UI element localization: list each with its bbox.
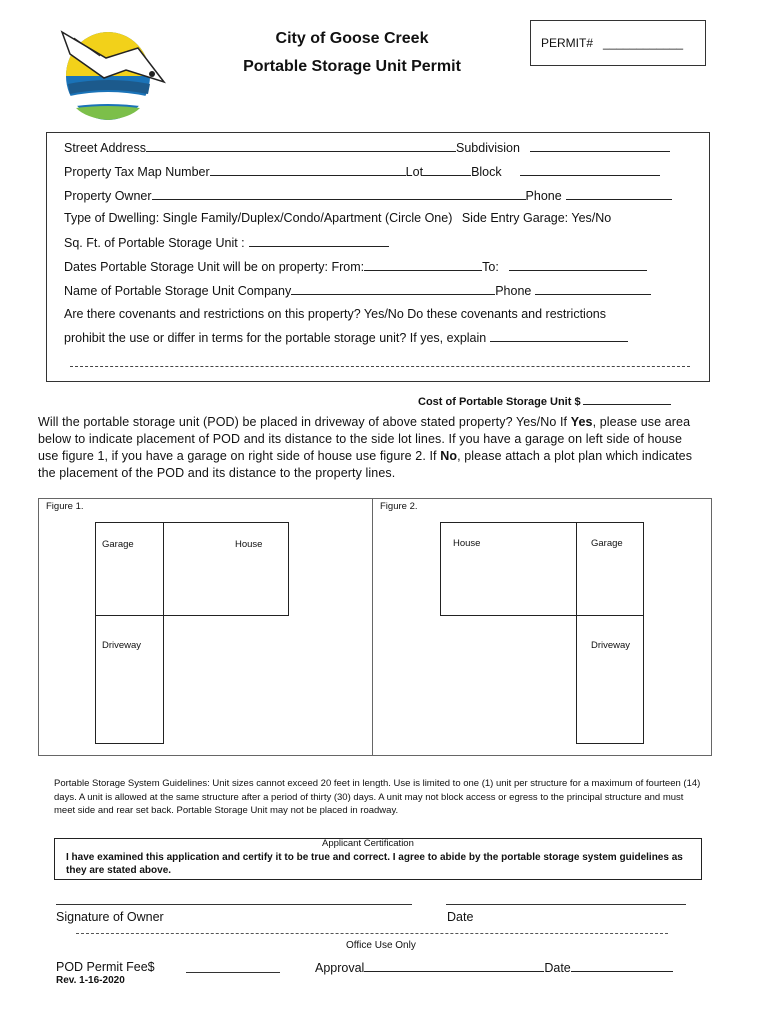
company-phone-label: Phone [495, 284, 532, 298]
figure2-label: Figure 2. [380, 501, 418, 512]
street-address-label: Street Address [64, 141, 146, 155]
signature-line[interactable] [56, 904, 412, 905]
tax-map-label: Property Tax Map Number [64, 165, 210, 179]
figure1-house[interactable] [163, 522, 289, 616]
prohibit-row[interactable] [64, 330, 628, 345]
figure2-house-label: House [453, 538, 481, 549]
approval-label: Approval [315, 961, 365, 975]
instructions-part1: Will the portable storage unit (POD) be placed in driveway of above stated property? Yes/No If [38, 415, 571, 429]
figure2-house[interactable] [440, 522, 577, 616]
explain-line[interactable] [70, 366, 690, 367]
company-label: Name of Portable Storage Unit Company [64, 284, 292, 298]
side-entry-label: Side Entry Garage: Yes/No [461, 211, 612, 225]
instructions-yes: Yes [570, 415, 593, 429]
figure2-garage-label: Garage [591, 538, 623, 549]
date-line[interactable] [446, 904, 686, 905]
figures-divider [372, 498, 373, 756]
dates-from-label: Dates Portable Storage Unit will be on property: From: [64, 260, 365, 274]
instructions-no: No [440, 449, 458, 463]
owner-label: Property Owner [64, 189, 152, 203]
form-title: Portable Storage Unit Permit [243, 58, 461, 75]
figure2-driveway-label: Driveway [591, 640, 631, 651]
city-logo [60, 24, 168, 124]
figure1-driveway[interactable] [95, 615, 164, 744]
office-date-label: Date [544, 961, 571, 975]
permit-fee-label: POD Permit Fee$ [56, 960, 155, 974]
certification-title: Applicant Certification [322, 838, 414, 849]
figure1-driveway-label: Driveway [102, 640, 142, 651]
prohibit-label: prohibit the use or differ in terms for the portable storage unit? If yes, explain [64, 331, 487, 345]
permit-blank: ____________ [603, 36, 684, 50]
approval-row[interactable] [315, 960, 673, 975]
storage-guidelines: Portable Storage System Guidelines: Unit sizes cannot exceed 20 feet in length. Use is limited to one (1) unit per structure for a maximum of fourteen (14) days. A unit is allowed at the same structure after a period of thirty (30) days. A unit may not block access or egress to the principal structure and must meet side and rear set back. Portable Storage Unit may not be placed in roadway. [54, 778, 701, 816]
signature-label: Signature of Owner [56, 910, 164, 924]
revision-label: Rev. 1-16-2020 [56, 975, 125, 986]
dwelling-label: Type of Dwelling: Single Family/Duplex/Condo/Apartment (Circle One) [64, 211, 453, 225]
tax-map-row[interactable] [64, 164, 660, 179]
cost-row[interactable] [418, 394, 671, 408]
dwelling-row[interactable] [64, 211, 611, 225]
figure1-label: Figure 1. [46, 501, 84, 512]
street-address-row[interactable] [64, 140, 670, 155]
figure1-garage-label: Garage [102, 539, 134, 550]
instructions-part2: , please use area below to indicate placement of POD and its distance to the side lot lines. If you have a garage on left side of house use figure 1, if you have a garage on right side of house use figure 2. If [38, 415, 691, 463]
figure2-garage[interactable] [576, 522, 644, 616]
dates-to-label: To: [482, 260, 499, 274]
figure2-driveway[interactable] [576, 615, 644, 744]
office-divider [76, 933, 668, 934]
permit-number-box[interactable] [530, 20, 706, 66]
pod-instructions [38, 414, 706, 482]
figure1-garage[interactable] [95, 522, 164, 616]
permit-label: PERMIT# [541, 36, 594, 50]
sqft-row[interactable] [64, 235, 389, 250]
subdivision-label: Subdivision [456, 141, 520, 155]
permit-fee-line[interactable] [186, 972, 280, 973]
owner-row[interactable] [64, 188, 672, 203]
dates-row[interactable] [64, 259, 647, 274]
block-label: Block [471, 165, 502, 179]
phone-label: Phone [525, 189, 562, 203]
office-use-label: Office Use Only [346, 940, 416, 951]
covenants-label: Are there covenants and restrictions on this property? Yes/No Do these covenants and restrictions [64, 307, 606, 321]
lot-label: Lot [405, 165, 424, 179]
city-title: City of Goose Creek [275, 30, 429, 47]
certification-text: I have examined this application and certify it to be true and correct. I agree to abide by the portable storage system guidelines as they are stated above. [66, 852, 683, 876]
company-row[interactable] [64, 283, 651, 298]
covenants-row[interactable] [64, 307, 606, 321]
figure1-house-label: House [235, 539, 263, 550]
instructions-part3: , please attach a plot plan which indicates the placement of the POD and its distance to the property lines. [38, 449, 693, 480]
signature-date-label: Date [447, 910, 474, 924]
sqft-label: Sq. Ft. of Portable Storage Unit : [64, 236, 245, 250]
cost-label: Cost of Portable Storage Unit $ [418, 396, 581, 408]
